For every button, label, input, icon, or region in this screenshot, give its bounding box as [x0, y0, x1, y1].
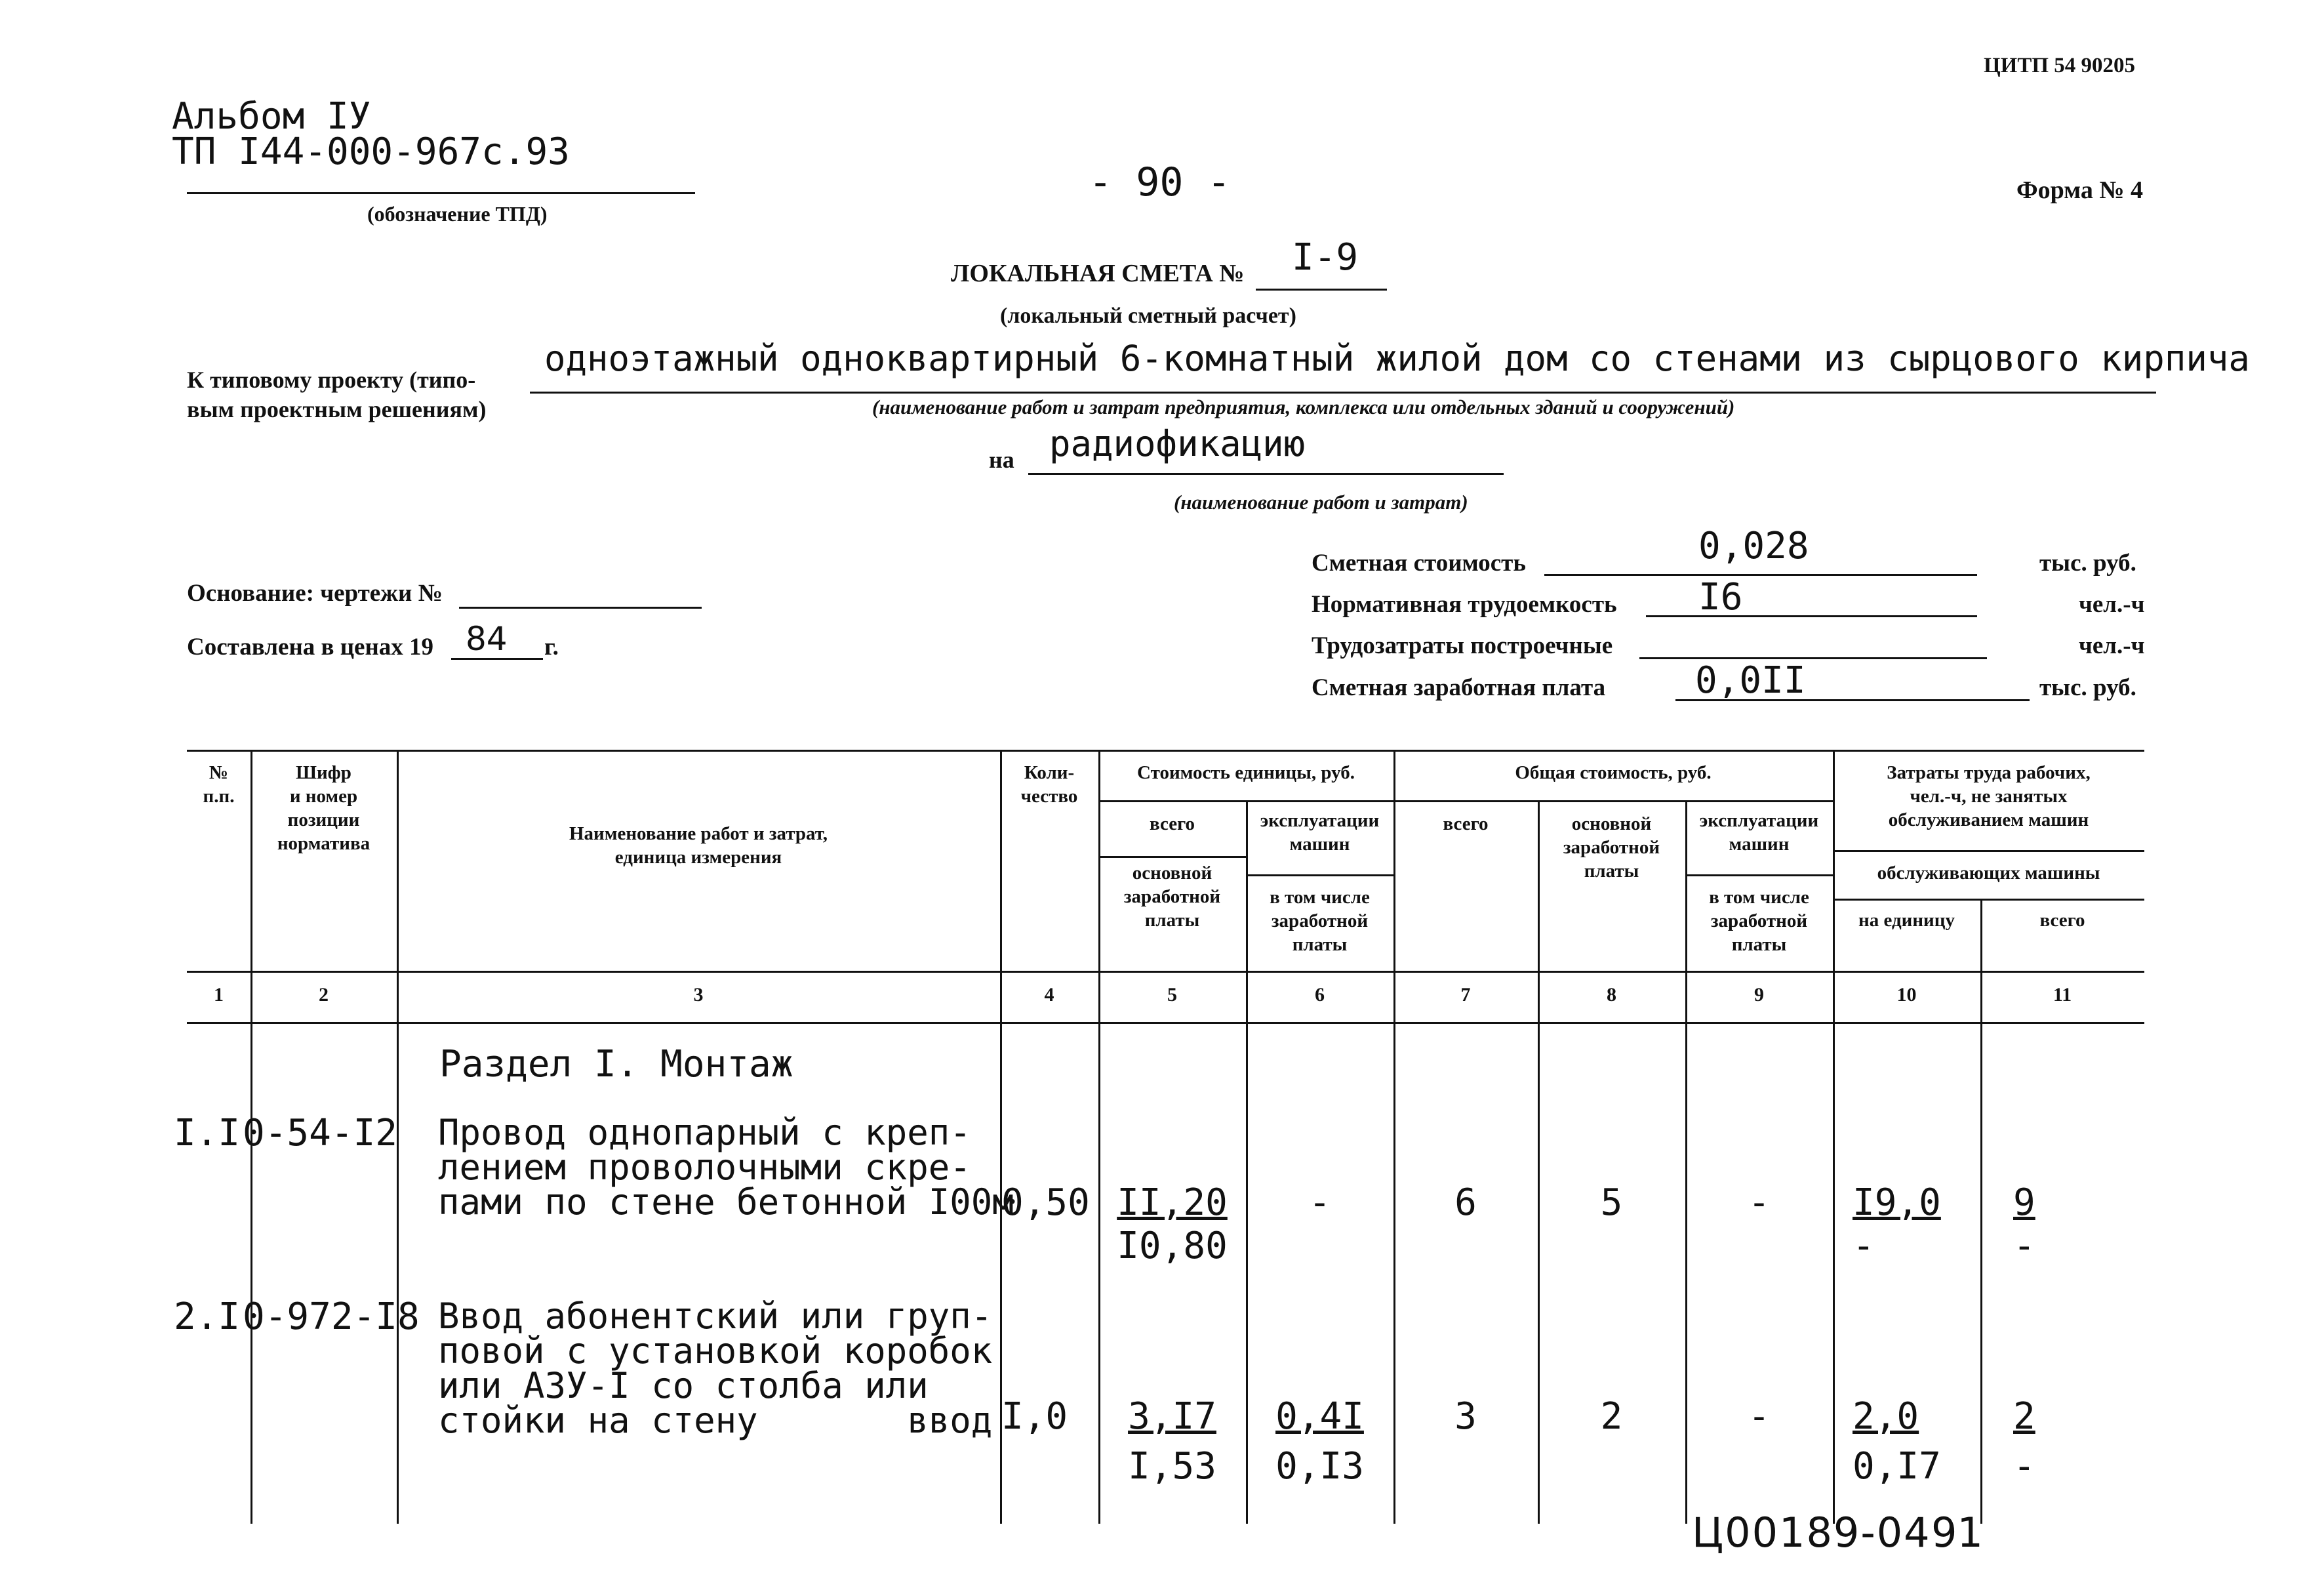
estimate-title: ЛОКАЛЬНАЯ СМЕТА №: [951, 260, 1245, 287]
form-number: Форма № 4: [2016, 176, 2144, 204]
row-total-wage: 5: [1600, 1181, 1623, 1224]
col-number-7: 7: [1460, 984, 1471, 1006]
col-number-4: 4: [1044, 984, 1054, 1006]
row-number: 2.I: [174, 1295, 241, 1338]
designation-value: ТП I44-000-967с.93: [172, 131, 570, 173]
row-unit-wage: I,53: [1128, 1445, 1216, 1488]
archive-page: 91: [1931, 1509, 1983, 1557]
project-caption: (наименование работ и затрат предприятия, комплекса или отдельных зданий и сооружений): [872, 396, 1735, 418]
row-total-total: 3: [1454, 1395, 1477, 1438]
summary-underline-wage: [1675, 699, 2030, 701]
row-unit-wage: I0,80: [1117, 1225, 1228, 1267]
row-labor-total-machines: -: [2013, 1445, 2035, 1488]
document-code: ЦИТП 54 90205: [1984, 54, 2136, 77]
row-code: 0-972-I8: [243, 1295, 420, 1338]
drawings-underline: [459, 607, 702, 609]
summary-unit-labor: чел.-ч: [2079, 591, 2145, 618]
header-col-name: Наименование работ и затрат, единица измерения: [569, 823, 828, 868]
row-name: Ввод абонентский или груп- повой с установкой коробок или АЗУ-I со столба или стойки на стену ввод: [438, 1295, 993, 1441]
labor-sub-line: [1833, 899, 2144, 901]
header-total-cost: Общая стоимость, руб.: [1515, 762, 1712, 783]
project-underline: [530, 392, 2156, 394]
designation-caption: (обозначение ТПД): [367, 202, 548, 226]
header-total-total: всего: [1443, 813, 1489, 834]
header-unit-total: всего: [1149, 813, 1195, 834]
header-unit-machines: эксплуатации машин: [1260, 810, 1380, 855]
col-number-9: 9: [1754, 984, 1764, 1006]
summary-unit-wage: тыс. руб.: [2039, 674, 2136, 701]
on-value: радиофикацию: [1049, 423, 1306, 464]
header-bottom-line: [187, 971, 2144, 973]
header-labor: Затраты труда рабочих, чел.-ч, не занятых обслуживанием машин: [1887, 762, 2091, 830]
estimate-subtitle: (локальный сметный расчет): [1000, 304, 1296, 328]
row-total-wage: 2: [1600, 1395, 1623, 1438]
summary-underline-site: [1639, 657, 1987, 659]
labor-header-line: [1833, 850, 2144, 852]
col-number-5: 5: [1167, 984, 1177, 1006]
album-number: Альбом IУ: [172, 95, 371, 138]
row-code: 0-54-I2: [243, 1112, 398, 1154]
estimate-number-underline: [1256, 289, 1387, 291]
header-unit-cost: Стоимость единицы, руб.: [1137, 762, 1355, 783]
drawings-label: Основание: чертежи №: [187, 580, 443, 607]
colnum-bottom-line: [187, 1022, 2144, 1024]
unit-total-sub-line: [1098, 856, 1246, 858]
archive-stamp: Ц00189-04: [1692, 1509, 1931, 1557]
row-labor-unit: I9,0: [1853, 1181, 1941, 1224]
row-labor-unit-machines: -: [1853, 1225, 1875, 1267]
unit-machines-sub-line: [1246, 874, 1393, 876]
header-col-code: Шифр и номер позиции норматива: [277, 762, 371, 854]
on-caption: (наименование работ и затрат): [1174, 491, 1468, 514]
summary-underline-labor: [1646, 615, 1977, 617]
summary-label-cost: Сметная стоимость: [1312, 550, 1526, 577]
row-qty: 0,50: [1001, 1181, 1090, 1224]
summary-label-site: Трудозатраты построечные: [1312, 632, 1613, 659]
summary-value-wage: 0,0II: [1695, 659, 1806, 702]
header-labor-per-unit: на единицу: [1858, 910, 1955, 931]
prices-year-underline: [451, 658, 543, 660]
on-underline: [1028, 473, 1504, 475]
prices-suffix: г.: [544, 634, 559, 661]
total-machines-sub-line: [1685, 874, 1833, 876]
row-labor-total: 2: [2013, 1395, 2035, 1438]
col-number-3: 3: [693, 984, 704, 1006]
row-unit-machine-wage: 0,I3: [1275, 1445, 1364, 1488]
row-total-machines: -: [1748, 1181, 1771, 1224]
page-number: - 90 -: [1089, 159, 1231, 205]
row-unit-machines: 0,4I: [1275, 1395, 1364, 1438]
designation-underline: [187, 192, 695, 194]
on-label: на: [989, 447, 1014, 473]
col-number-11: 11: [2053, 984, 2072, 1006]
col-number-2: 2: [319, 984, 329, 1006]
header-total-machines: эксплуатации машин: [1699, 810, 1819, 855]
project-label-1: К типовому проекту (типо-: [187, 367, 476, 393]
summary-unit-cost: тыс. руб.: [2039, 550, 2136, 577]
prices-label: Составлена в ценах 19: [187, 634, 434, 661]
row-qty: I,0: [1001, 1395, 1068, 1438]
summary-label-wage: Сметная заработная плата: [1312, 674, 1606, 701]
header-unit-wage: основной заработной платы: [1123, 863, 1221, 931]
summary-value-cost: 0,028: [1698, 525, 1809, 567]
col-number-8: 8: [1607, 984, 1616, 1006]
row-total-machines: -: [1748, 1395, 1771, 1438]
project-label-2: вым проектным решениям): [187, 396, 487, 422]
summary-underline-cost: [1544, 574, 1977, 576]
header-col-num: № п.п.: [203, 762, 235, 807]
col-number-1: 1: [214, 984, 224, 1006]
section-title: Раздел I. Монтаж: [439, 1043, 793, 1086]
row-labor-unit: 2,0: [1853, 1395, 1919, 1438]
table-top-border: [187, 750, 2144, 752]
prices-year: 84: [466, 620, 508, 658]
header-unit-incl-wage: в том числе заработной платы: [1270, 887, 1370, 955]
summary-unit-site: чел.-ч: [2079, 632, 2145, 659]
row-unit-total: II,20: [1117, 1181, 1228, 1224]
row-labor-unit-machines: 0,I7: [1853, 1445, 1941, 1488]
header-labor-total: всего: [2039, 910, 2085, 931]
header-total-incl-wage: в том числе заработной платы: [1709, 887, 1809, 955]
estimate-number: I-9: [1292, 236, 1359, 279]
row-unit-machines: -: [1308, 1181, 1331, 1224]
row-labor-total: 9: [2013, 1181, 2035, 1224]
summary-label-labor: Нормативная трудоемкость: [1312, 591, 1617, 618]
project-value: одноэтажный одноквартирный 6-комнатный жилой дом со стенами из сырцового кирпича: [544, 338, 2250, 379]
col-number-6: 6: [1315, 984, 1325, 1006]
summary-value-labor: I6: [1698, 576, 1743, 619]
header-labor-machines: обслуживающих машины: [1877, 863, 2100, 884]
row-labor-total-machines: -: [2013, 1225, 2035, 1267]
total-cost-header-line: [1393, 800, 1833, 802]
row-total-total: 6: [1454, 1181, 1477, 1224]
row-unit-total: 3,I7: [1128, 1395, 1216, 1438]
row-name: Провод однопарный с креп- лением проволочными скре- пами по стене бетонной I00м: [438, 1112, 1014, 1223]
row-number: I.I: [174, 1112, 241, 1154]
col-number-10: 10: [1896, 984, 1917, 1006]
header-col-qty: Коли- чество: [1020, 762, 1078, 807]
header-total-wage: основной заработной платы: [1563, 813, 1660, 882]
